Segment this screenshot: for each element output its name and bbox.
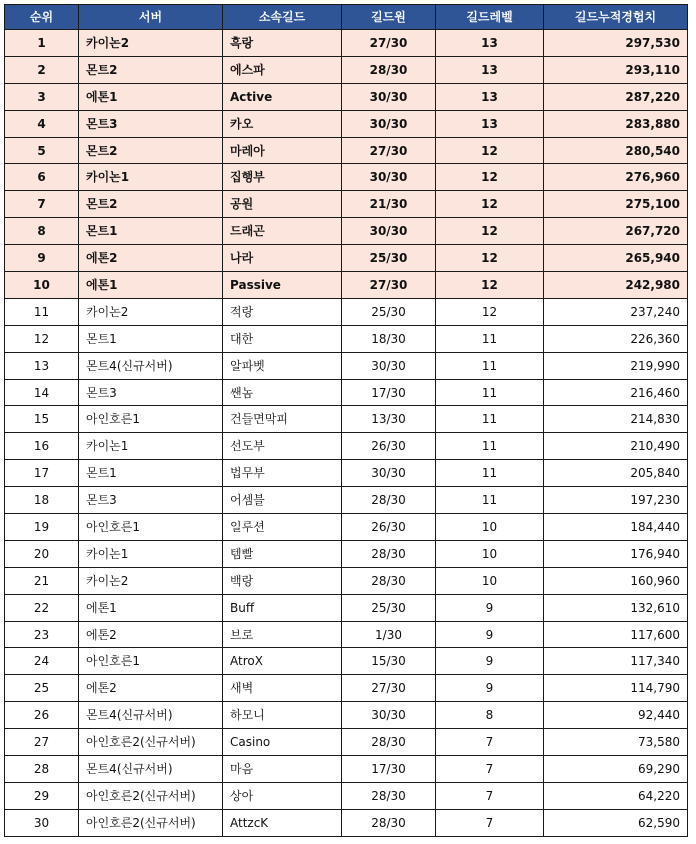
cell-members: 26/30	[342, 433, 436, 460]
cell-guild-exp: 160,960	[544, 567, 688, 594]
cell-members: 30/30	[342, 218, 436, 245]
cell-guild-level: 7	[436, 729, 544, 756]
cell-members: 13/30	[342, 406, 436, 433]
cell-guild-exp: 214,830	[544, 406, 688, 433]
table-row	[5, 540, 688, 567]
table-row	[5, 110, 688, 137]
cell-rank: 14	[5, 379, 79, 406]
cell-guild-exp: 276,960	[544, 164, 688, 191]
cell-guild-level: 11	[436, 352, 544, 379]
cell-guild-exp: 237,240	[544, 298, 688, 325]
cell-guild-level: 12	[436, 245, 544, 272]
table-header	[5, 5, 688, 30]
cell-guild: 마음	[223, 756, 342, 783]
cell-rank: 6	[5, 164, 79, 191]
cell-rank: 30	[5, 809, 79, 836]
table-row	[5, 648, 688, 675]
cell-members: 30/30	[342, 110, 436, 137]
cell-rank: 22	[5, 594, 79, 621]
cell-rank: 16	[5, 433, 79, 460]
cell-guild: 어셈블	[223, 487, 342, 514]
cell-guild-level: 12	[436, 164, 544, 191]
cell-rank: 18	[5, 487, 79, 514]
cell-rank: 1	[5, 30, 79, 57]
table-row	[5, 218, 688, 245]
cell-guild-level: 7	[436, 782, 544, 809]
cell-rank: 15	[5, 406, 79, 433]
cell-guild: Passive	[223, 272, 342, 299]
cell-guild-exp: 287,220	[544, 83, 688, 110]
cell-server: 몬트3	[79, 487, 223, 514]
cell-guild-level: 13	[436, 56, 544, 83]
guild-ranking-table	[4, 4, 688, 837]
cell-server: 카이논1	[79, 164, 223, 191]
cell-guild-exp: 293,110	[544, 56, 688, 83]
header-rank: 순위	[5, 5, 79, 30]
cell-members: 27/30	[342, 30, 436, 57]
cell-rank: 24	[5, 648, 79, 675]
cell-guild-exp: 132,610	[544, 594, 688, 621]
cell-members: 25/30	[342, 245, 436, 272]
cell-server: 카이논2	[79, 567, 223, 594]
table-row	[5, 83, 688, 110]
cell-members: 27/30	[342, 675, 436, 702]
cell-members: 27/30	[342, 137, 436, 164]
cell-rank: 17	[5, 460, 79, 487]
cell-guild-level: 10	[436, 514, 544, 541]
cell-guild-exp: 216,460	[544, 379, 688, 406]
cell-guild: 마레아	[223, 137, 342, 164]
cell-guild: 쌘놈	[223, 379, 342, 406]
header-server: 서버	[79, 5, 223, 30]
cell-guild-exp: 114,790	[544, 675, 688, 702]
cell-server: 몬트4(신규서버)	[79, 756, 223, 783]
cell-guild-level: 11	[436, 406, 544, 433]
cell-guild-level: 7	[436, 809, 544, 836]
cell-members: 30/30	[342, 352, 436, 379]
cell-server: 카이논2	[79, 298, 223, 325]
cell-guild: 적랑	[223, 298, 342, 325]
cell-members: 28/30	[342, 56, 436, 83]
cell-members: 30/30	[342, 702, 436, 729]
cell-guild-exp: 219,990	[544, 352, 688, 379]
cell-guild: 에스파	[223, 56, 342, 83]
cell-guild-level: 11	[436, 325, 544, 352]
cell-guild-exp: 205,840	[544, 460, 688, 487]
cell-members: 28/30	[342, 540, 436, 567]
cell-server: 에톤1	[79, 594, 223, 621]
table-row	[5, 621, 688, 648]
cell-guild-exp: 117,600	[544, 621, 688, 648]
cell-members: 28/30	[342, 809, 436, 836]
cell-guild-level: 9	[436, 675, 544, 702]
cell-guild-level: 13	[436, 30, 544, 57]
cell-guild-exp: 62,590	[544, 809, 688, 836]
cell-rank: 19	[5, 514, 79, 541]
cell-guild: 선도부	[223, 433, 342, 460]
cell-server: 몬트2	[79, 191, 223, 218]
cell-server: 몬트4(신규서버)	[79, 702, 223, 729]
table-row	[5, 298, 688, 325]
cell-server: 몬트3	[79, 379, 223, 406]
table-row	[5, 782, 688, 809]
cell-guild-exp: 117,340	[544, 648, 688, 675]
cell-rank: 29	[5, 782, 79, 809]
cell-guild: 드래곤	[223, 218, 342, 245]
cell-server: 아인호른1	[79, 514, 223, 541]
table-row	[5, 191, 688, 218]
cell-members: 18/30	[342, 325, 436, 352]
cell-guild: 집행부	[223, 164, 342, 191]
table-row	[5, 245, 688, 272]
cell-guild: 나라	[223, 245, 342, 272]
cell-guild-level: 9	[436, 621, 544, 648]
cell-members: 17/30	[342, 379, 436, 406]
cell-server: 카이논1	[79, 433, 223, 460]
cell-server: 카이논1	[79, 540, 223, 567]
cell-guild: 일루션	[223, 514, 342, 541]
cell-guild-level: 9	[436, 648, 544, 675]
cell-members: 25/30	[342, 298, 436, 325]
header-members: 길드원	[342, 5, 436, 30]
cell-guild-level: 7	[436, 756, 544, 783]
cell-server: 아인호른1	[79, 406, 223, 433]
table-row	[5, 729, 688, 756]
cell-server: 에톤2	[79, 621, 223, 648]
table-row	[5, 756, 688, 783]
table-row	[5, 702, 688, 729]
cell-guild-level: 11	[436, 487, 544, 514]
cell-members: 15/30	[342, 648, 436, 675]
cell-server: 몬트3	[79, 110, 223, 137]
cell-rank: 5	[5, 137, 79, 164]
cell-guild-level: 10	[436, 540, 544, 567]
cell-rank: 11	[5, 298, 79, 325]
cell-rank: 27	[5, 729, 79, 756]
cell-guild: 흑랑	[223, 30, 342, 57]
cell-rank: 13	[5, 352, 79, 379]
cell-server: 몬트2	[79, 137, 223, 164]
header-guild-exp: 길드누적경험치	[544, 5, 688, 30]
cell-server: 에톤2	[79, 675, 223, 702]
cell-rank: 7	[5, 191, 79, 218]
cell-server: 카이논2	[79, 30, 223, 57]
cell-rank: 9	[5, 245, 79, 272]
cell-guild: 공원	[223, 191, 342, 218]
cell-guild: 상아	[223, 782, 342, 809]
cell-guild: 대한	[223, 325, 342, 352]
cell-guild-level: 12	[436, 298, 544, 325]
cell-members: 1/30	[342, 621, 436, 648]
cell-guild: 브로	[223, 621, 342, 648]
cell-members: 30/30	[342, 460, 436, 487]
cell-members: 25/30	[342, 594, 436, 621]
cell-members: 28/30	[342, 567, 436, 594]
table-row	[5, 460, 688, 487]
cell-members: 21/30	[342, 191, 436, 218]
cell-guild-level: 11	[436, 433, 544, 460]
cell-rank: 10	[5, 272, 79, 299]
cell-guild: 백랑	[223, 567, 342, 594]
cell-guild-exp: 210,490	[544, 433, 688, 460]
table-row	[5, 594, 688, 621]
cell-guild-exp: 176,940	[544, 540, 688, 567]
cell-members: 30/30	[342, 164, 436, 191]
cell-guild-exp: 73,580	[544, 729, 688, 756]
cell-members: 17/30	[342, 756, 436, 783]
cell-guild-level: 12	[436, 137, 544, 164]
cell-guild-level: 12	[436, 218, 544, 245]
cell-guild-exp: 197,230	[544, 487, 688, 514]
cell-rank: 25	[5, 675, 79, 702]
table-row	[5, 567, 688, 594]
cell-guild-exp: 267,720	[544, 218, 688, 245]
cell-server: 아인호른2(신규서버)	[79, 729, 223, 756]
cell-guild-exp: 69,290	[544, 756, 688, 783]
table-row	[5, 487, 688, 514]
table-row	[5, 352, 688, 379]
cell-guild-exp: 242,980	[544, 272, 688, 299]
cell-server: 아인호른1	[79, 648, 223, 675]
table-row	[5, 137, 688, 164]
cell-rank: 2	[5, 56, 79, 83]
cell-guild-level: 8	[436, 702, 544, 729]
header-guild-level: 길드레벨	[436, 5, 544, 30]
cell-guild-level: 11	[436, 460, 544, 487]
cell-guild-exp: 226,360	[544, 325, 688, 352]
cell-guild-exp: 297,530	[544, 30, 688, 57]
cell-server: 아인호른2(신규서버)	[79, 809, 223, 836]
cell-guild: 템빨	[223, 540, 342, 567]
cell-members: 28/30	[342, 729, 436, 756]
cell-rank: 3	[5, 83, 79, 110]
table-row	[5, 675, 688, 702]
cell-members: 30/30	[342, 83, 436, 110]
cell-rank: 12	[5, 325, 79, 352]
cell-guild-level: 10	[436, 567, 544, 594]
cell-guild: Buff	[223, 594, 342, 621]
cell-rank: 20	[5, 540, 79, 567]
cell-guild: Active	[223, 83, 342, 110]
table-row	[5, 56, 688, 83]
cell-guild: 하모니	[223, 702, 342, 729]
cell-guild-exp: 280,540	[544, 137, 688, 164]
cell-guild: 법무부	[223, 460, 342, 487]
cell-members: 28/30	[342, 782, 436, 809]
cell-server: 에톤2	[79, 245, 223, 272]
cell-guild-level: 13	[436, 110, 544, 137]
cell-guild: AttzcK	[223, 809, 342, 836]
table-row	[5, 30, 688, 57]
table-body	[5, 30, 688, 837]
table-row	[5, 406, 688, 433]
cell-members: 26/30	[342, 514, 436, 541]
cell-guild: 건들면막피	[223, 406, 342, 433]
table-row	[5, 809, 688, 836]
cell-guild-level: 12	[436, 272, 544, 299]
cell-guild: 카오	[223, 110, 342, 137]
cell-guild-exp: 92,440	[544, 702, 688, 729]
cell-server: 에톤1	[79, 272, 223, 299]
cell-guild-exp: 275,100	[544, 191, 688, 218]
cell-members: 27/30	[342, 272, 436, 299]
cell-guild: AtroX	[223, 648, 342, 675]
cell-guild-exp: 283,880	[544, 110, 688, 137]
cell-server: 에톤1	[79, 83, 223, 110]
cell-guild-level: 9	[436, 594, 544, 621]
cell-server: 몬트1	[79, 460, 223, 487]
cell-guild-level: 13	[436, 83, 544, 110]
table-row	[5, 164, 688, 191]
cell-server: 아인호른2(신규서버)	[79, 782, 223, 809]
cell-server: 몬트2	[79, 56, 223, 83]
cell-rank: 8	[5, 218, 79, 245]
table-row	[5, 379, 688, 406]
table-row	[5, 514, 688, 541]
cell-guild: 알파벳	[223, 352, 342, 379]
cell-guild-exp: 184,440	[544, 514, 688, 541]
header-guild: 소속길드	[223, 5, 342, 30]
cell-rank: 4	[5, 110, 79, 137]
header-row	[5, 5, 688, 30]
cell-members: 28/30	[342, 487, 436, 514]
cell-guild-exp: 64,220	[544, 782, 688, 809]
cell-guild-level: 12	[436, 191, 544, 218]
cell-rank: 21	[5, 567, 79, 594]
cell-guild: 새벽	[223, 675, 342, 702]
table-row	[5, 433, 688, 460]
cell-guild-level: 11	[436, 379, 544, 406]
cell-guild: Casino	[223, 729, 342, 756]
cell-rank: 26	[5, 702, 79, 729]
cell-server: 몬트1	[79, 325, 223, 352]
cell-guild-exp: 265,940	[544, 245, 688, 272]
cell-server: 몬트1	[79, 218, 223, 245]
cell-rank: 23	[5, 621, 79, 648]
cell-server: 몬트4(신규서버)	[79, 352, 223, 379]
cell-rank: 28	[5, 756, 79, 783]
table-row	[5, 325, 688, 352]
table-row	[5, 272, 688, 299]
